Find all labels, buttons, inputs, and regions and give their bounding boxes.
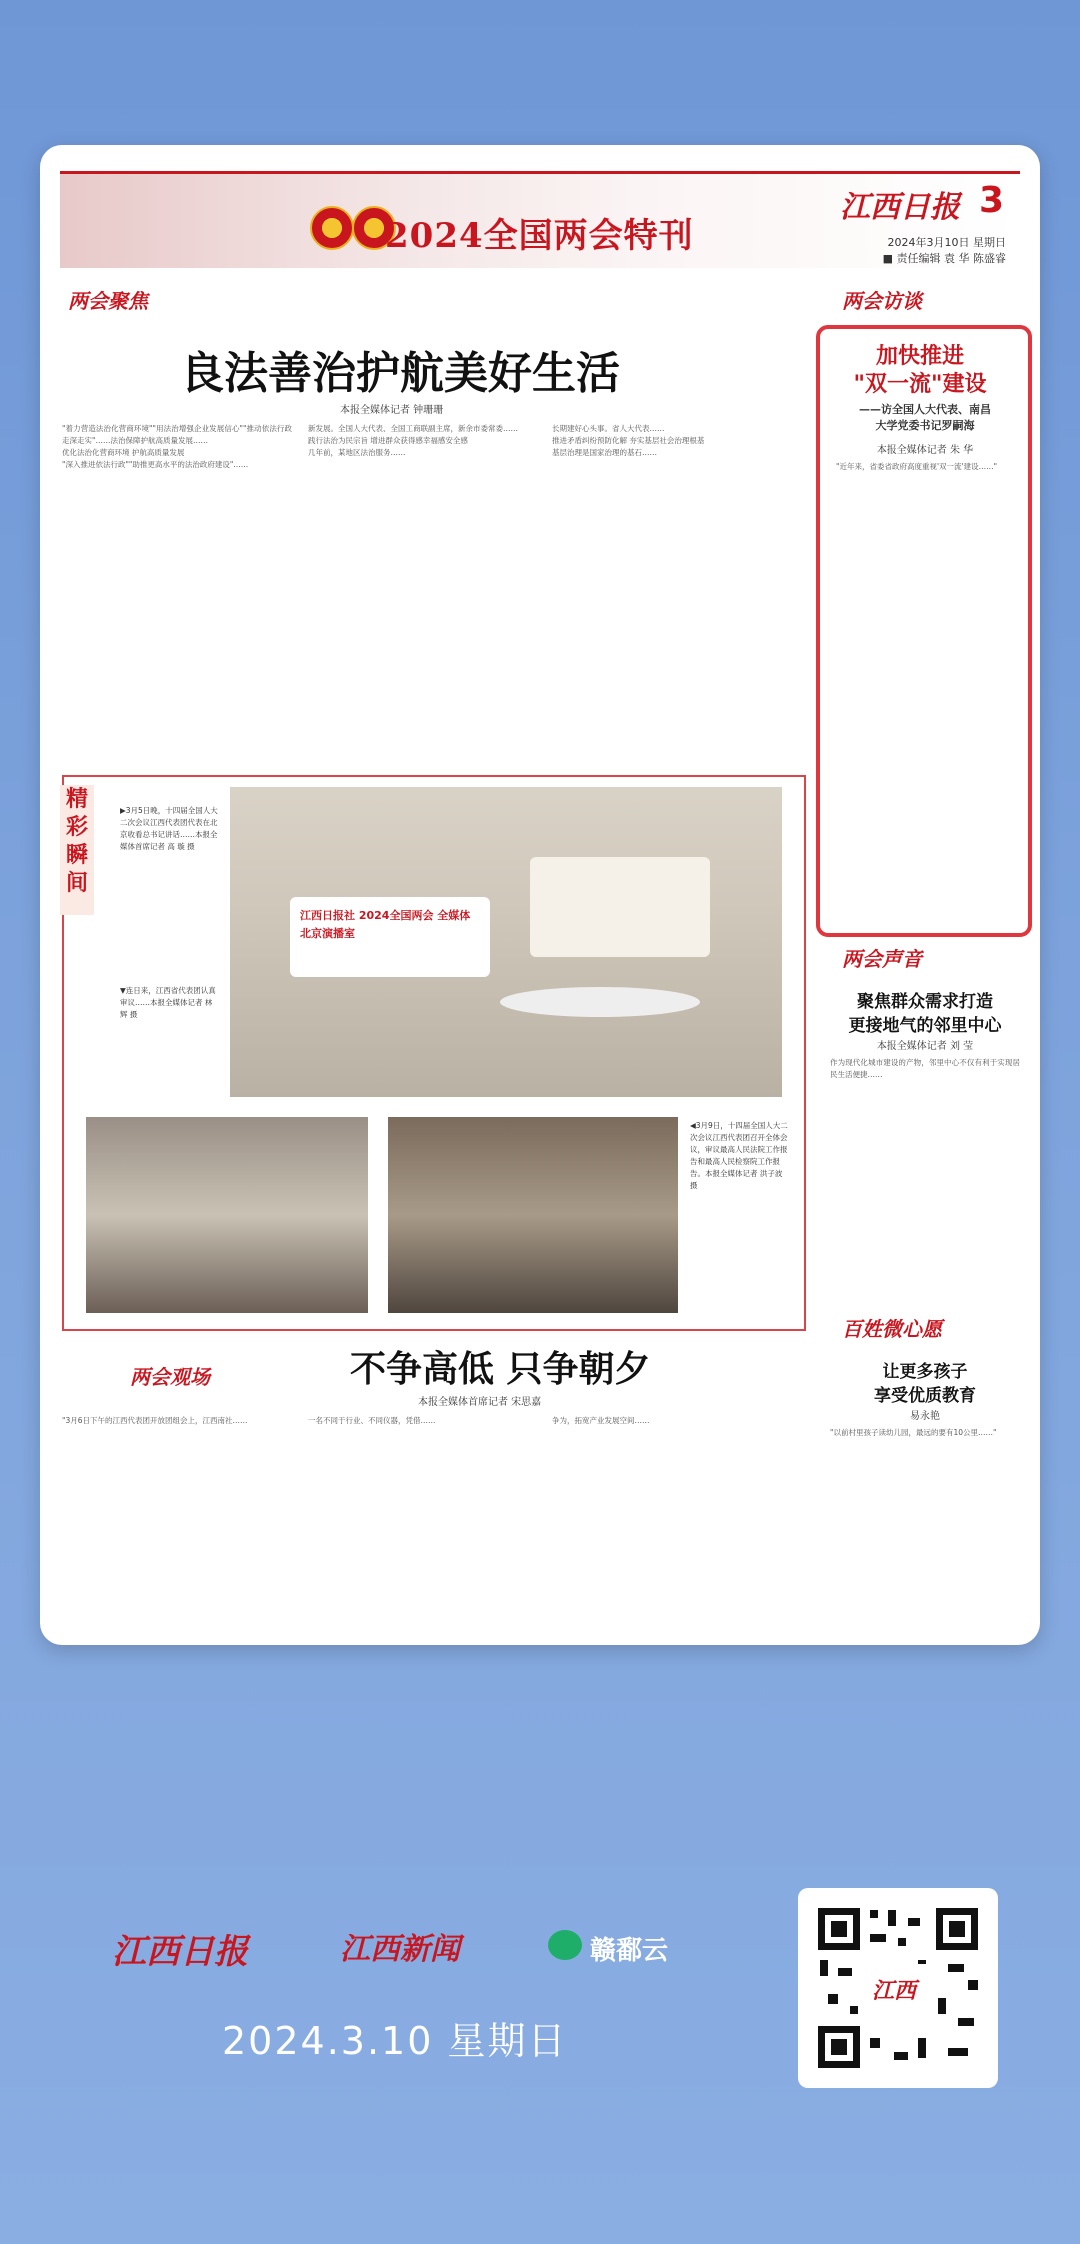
main-column-2: 新发展。全国人大代表、全国工商联副主席，新余市委常委…… 践行法治为民宗旨 增进群众获得感幸福感安全感 几年前，某地区法治服务……	[308, 424, 518, 457]
footer-logo-jiangxi-news: 江西新闻	[340, 1932, 460, 1967]
qr-code[interactable]	[798, 1888, 998, 2088]
caption-1: ▶3月5日晚，十四届全国人大二次会议江西代表团代表在北京收看总书记讲话……本报全媒体首席记者 高 璇 摄	[120, 806, 218, 851]
main-column-3: 长期建好心头事。省人大代表…… 推进矛盾纠纷预防化解 夯实基层社会治理根基 基层治理是国家治理的基石……	[552, 424, 705, 457]
section-tag-wishes: 百姓微心愿	[832, 1315, 952, 1343]
issue-date: 2024年3月10日 星期日	[887, 236, 1006, 249]
interview-headline-1: 加快推进	[875, 343, 964, 369]
section-tag-focus: 两会聚焦	[58, 287, 158, 315]
page-number: 3	[978, 180, 1004, 221]
main-column-1: "着力营造法治化营商环境""用法治增强企业发展信心""推动依法行政走深走实"……法治保障护航高质量发展…… 优化法治化营商环境 护航高质量发展 "深入推进依法行政""助推更高水平的法治政府建设"……	[62, 424, 292, 469]
interview-body: "近年来，省委省政府高度重视'双一流'建设……"	[836, 462, 998, 471]
studio-photo	[230, 787, 782, 1097]
bottom-headline: 不争高低 只争朝夕	[350, 1348, 651, 1390]
studio-table	[500, 987, 700, 1017]
photo-section-label: 精彩瞬间	[60, 785, 94, 915]
interview-subtitle-2: 大学党委书记罗嗣海	[875, 419, 975, 432]
voices-body: 作为现代化城市建设的产物，邻里中心不仅有利于实现居民生活便捷……	[830, 1058, 1020, 1079]
wishes-headline-2: 享受优质教育	[874, 1386, 976, 1406]
delegation-photo-1	[86, 1117, 368, 1313]
studio-screen	[530, 857, 710, 957]
main-byline: 本报全媒体记者 钟珊珊	[340, 405, 444, 416]
bottom-column-3: 争为，拓宽产业发展空间……	[552, 1416, 650, 1425]
paper-logo: 江西日报	[840, 190, 960, 225]
wishes-body: "以前村里孩子读幼儿园，最远的要有10公里……"	[830, 1428, 997, 1437]
bottom-column-2: 一名不同于行业、不同仪器，凭借……	[308, 1416, 436, 1425]
voices-headline-1: 聚焦群众需求打造	[857, 992, 993, 1012]
bottom-byline: 本报全媒体首席记者 宋思嘉	[418, 1397, 542, 1408]
footer-date: 2024.3.10 星期日	[222, 2019, 568, 2063]
masthead	[60, 171, 1020, 268]
section-tag-voices: 两会声音	[832, 945, 932, 973]
voices-byline: 本报全媒体记者 刘 莹	[876, 1041, 974, 1052]
section-tag-interview: 两会访谈	[832, 287, 932, 315]
interview-headline-2: "双一流"建设	[853, 371, 987, 397]
delegation-photo-2	[388, 1117, 678, 1313]
voices-headline-2: 更接地气的邻里中心	[848, 1016, 1002, 1036]
editor-credit: ■ 责任编辑 袁 华 陈盛睿	[882, 252, 1006, 265]
special-edition-title: 2024全国两会特刊	[385, 216, 694, 256]
caption-3: ◀3月9日，十四届全国人大二次会议江西代表团召开全体会议，审议最高人民法院工作报告和最高人民检察院工作报告。本报全媒体记者 洪子波 摄	[690, 1121, 788, 1190]
wishes-byline: 易永艳	[910, 1411, 940, 1422]
studio-backdrop: 江西日报社 2024全国两会 全媒体北京演播室	[290, 897, 490, 977]
section-tag-scene: 两会观场	[120, 1363, 220, 1391]
footer-logo-jiangxi-daily: 江西日报	[112, 1932, 248, 1972]
national-emblem-icon	[310, 206, 354, 250]
newspaper-page	[40, 145, 1040, 1645]
caption-2: ▼连日来，江西省代表团认真审议……本报全媒体记者 林 辉 摄	[120, 986, 216, 1019]
interview-subtitle-1: ——访全国人大代表、南昌	[859, 403, 991, 416]
wishes-headline-1: 让更多孩子	[882, 1362, 968, 1382]
qr-logo: 江西	[872, 1978, 917, 2004]
bottom-column-1: "3月6日下午的江西代表团开放团组会上，江西南社……	[62, 1416, 248, 1425]
main-headline: 良法善治护航美好生活	[180, 348, 620, 399]
ganpo-cloud-icon	[548, 1930, 582, 1960]
footer-logo-ganpo-cloud: 赣鄱云	[590, 1936, 669, 1966]
interview-byline: 本报全媒体记者 朱 华	[876, 445, 974, 456]
